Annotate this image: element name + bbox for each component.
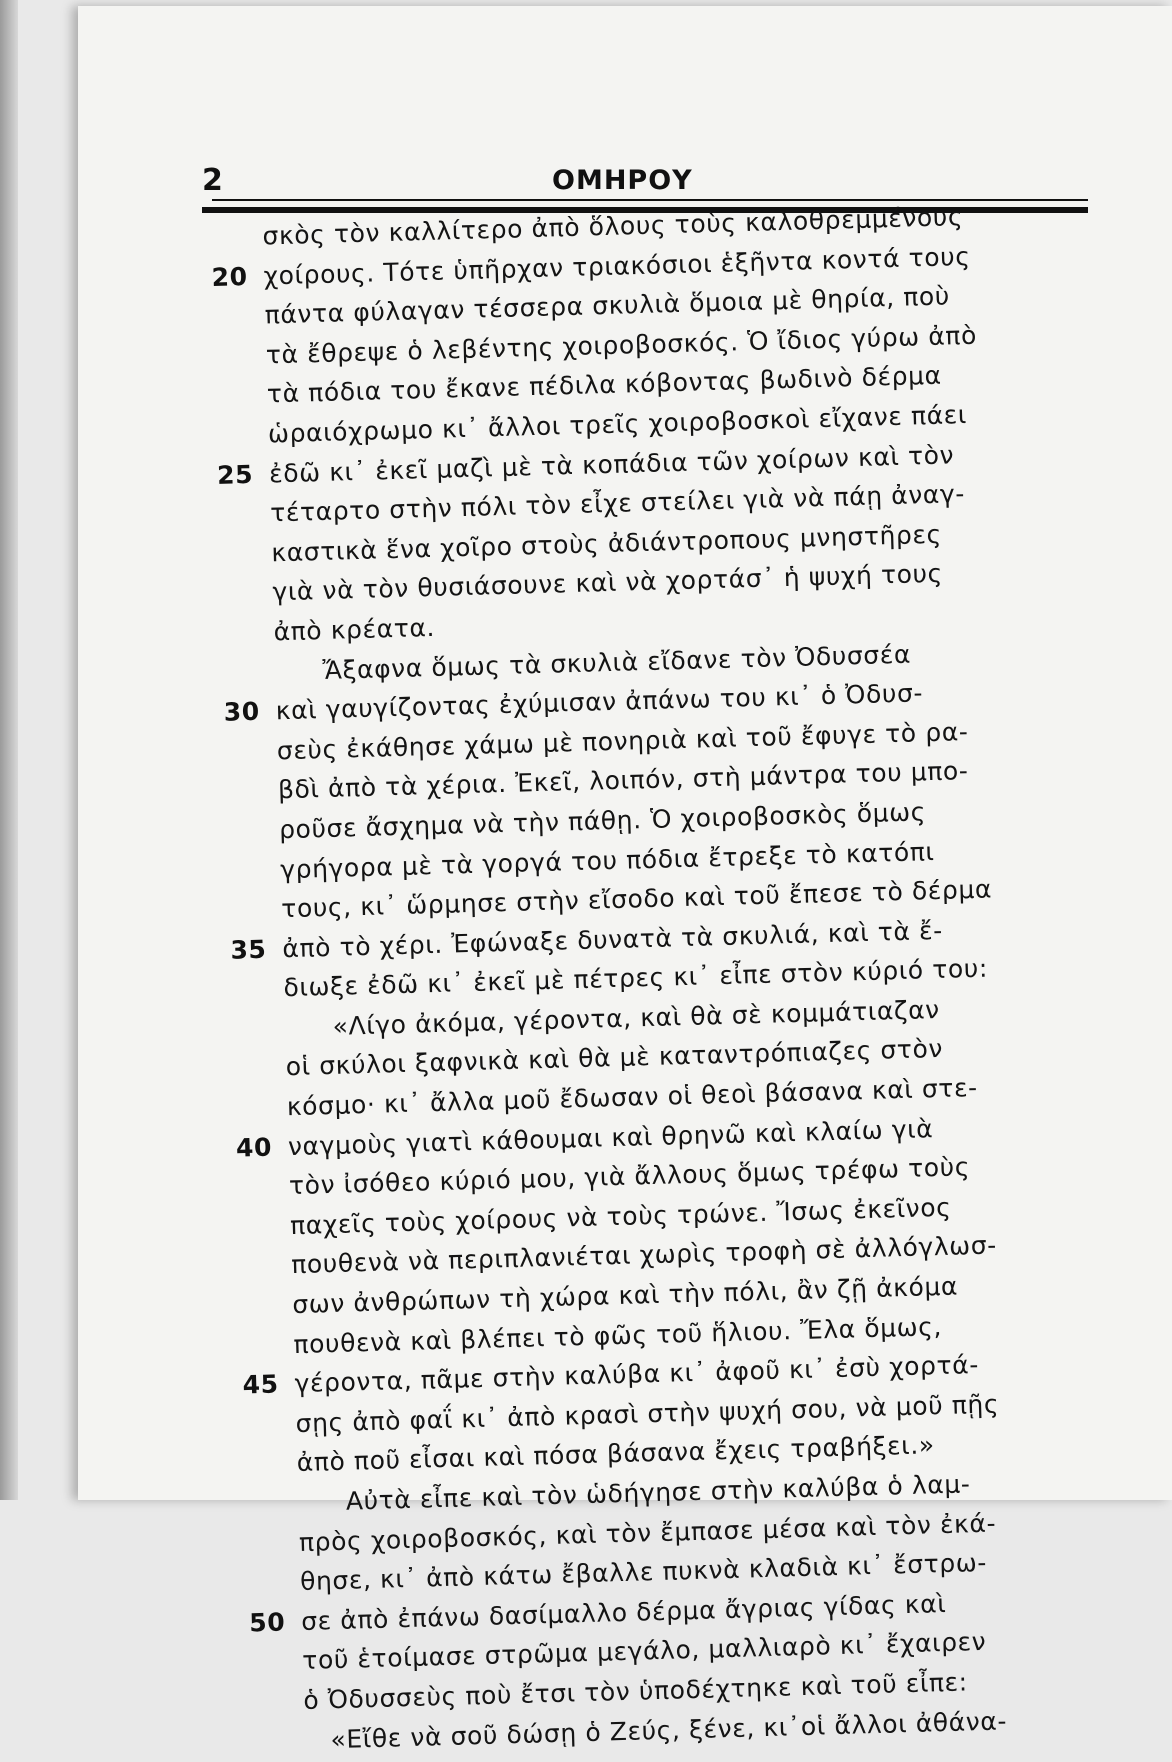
line-text: τέταρτο στὴν πόλι τὸν εἶχε στείλει γιὰ νὰ πάῃ ἀναγ-	[269, 479, 966, 528]
line-number: 30	[223, 696, 261, 727]
running-title: ΟΜΗΡΟΥ	[552, 165, 693, 196]
line-text: ὡραιόχρωμο κι᾿ ἄλλοι τρεῖς χοιροβοσκοὶ εἴχανε πάει	[267, 399, 968, 449]
line-number: 25	[216, 459, 254, 490]
line-text: τὰ πόδια του ἔκανε πέδιλα κόβοντας βωδινὸ δέρμα	[266, 361, 943, 409]
line-text: οἱ σκύλοι ξαφνικὰ καὶ θὰ μὲ καταντρόπιαζες στὸν	[285, 1034, 944, 1082]
line-text: ἀπὸ κρέατα.	[273, 612, 436, 647]
line-number: 20	[211, 261, 249, 292]
line-text: χοίρους. Τότε ὑπῆρχαν τριακόσιοι ἑξῆντα κοντά τους	[263, 241, 971, 291]
line-number: 40	[235, 1132, 273, 1163]
line-text: θησε, κι᾿ ἀπὸ κάτω ἔβαλλε πυκνὰ κλαδιὰ κι᾿ ἔστρω-	[299, 1548, 988, 1597]
line-text: γιὰ νὰ τὸν θυσιάσουνε καὶ νὰ χορτάσ᾿ ἡ ψυχή τους	[272, 559, 944, 607]
line-text: ὁ Ὀδυσσεὺς ποὺ ἔτσι τὸν ὑποδέχτηκε καὶ τοῦ εἶπε:	[303, 1667, 969, 1715]
line-text: ροῦσε ἄσχημα νὰ τὴν πάθῃ. Ὁ χοιροβοσκὸς ὅμως	[278, 797, 927, 845]
line-text: ἀπὸ τὸ χέρι. Ἐφώναξε δυνατὰ τὰ σκυλιά, καὶ τὰ ἔ-	[282, 915, 944, 963]
line-text: σκὸς τὸν καλλίτερο ἀπὸ ὅλους τοὺς καλοθρεμμένους	[262, 201, 964, 251]
line-number: 45	[242, 1369, 279, 1400]
line-number: 50	[248, 1607, 286, 1638]
line-text: τους, κι᾿ ὥρμησε στὴν εἴσοδο καὶ τοῦ ἔπεσε τὸ δέρμα	[280, 874, 993, 924]
line-text: καστικὰ ἕνα χοῖρο στοὺς ἀδιάντροπους μνηστῆρες	[270, 519, 943, 568]
line-text: καὶ γαυγίζοντας ἐχύμισαν ἀπάνω του κι᾿ ὁ Ὀδυσ-	[275, 678, 924, 726]
line-text: γέροντα, πᾶμε στὴν καλύβα κι᾿ ἀφοῦ κι᾿ ἐσὺ χορτά-	[294, 1350, 980, 1399]
line-text: σῃς ἀπὸ φαΐ κι᾿ ἀπὸ κρασὶ στὴν ψυχή σου, νὰ μοῦ πῇς	[295, 1389, 1000, 1438]
line-text: πουθενὰ καὶ βλέπει τὸ φῶς τοῦ ἥλιου. Ἔλα ὅμως,	[293, 1311, 943, 1359]
line-text: ἐδῶ κι᾿ ἐκεῖ μαζὶ μὲ τὰ κοπάδια τῶν χοίρων καὶ τὸν	[268, 439, 955, 489]
page-number: 2	[202, 163, 223, 198]
line-text: τὰ ἔθρεψε ὁ λεβέντης χοιροβοσκός. Ὁ ἴδιος γύρω ἀπὸ	[265, 320, 978, 370]
line-text: κόσμο· κι᾿ ἄλλα μοῦ ἔδωσαν οἱ θεοὶ βάσανα καὶ στε-	[286, 1072, 979, 1122]
line-text: σε ἀπὸ ἐπάνω δασίμαλλο δέρμα ἄγριας γίδας καὶ	[300, 1588, 947, 1636]
line-text: διωξε ἐδῶ κι᾿ ἐκεῖ μὲ πέτρες κι᾿ εἶπε στὸν κύριό του:	[283, 953, 989, 1003]
line-text: γρήγορα μὲ τὰ γοργά του πόδια ἔτρεξε τὸ κατόπι	[279, 836, 935, 884]
line-text: πουθενὰ νὰ περιπλανιέται χωρὶς τροφὴ σὲ ἀλλόγλωσ-	[290, 1230, 998, 1280]
line-text: ναγμοὺς γιατὶ κάθουμαι καὶ θρηνῶ καὶ κλαίω γιὰ	[287, 1113, 934, 1161]
line-text: Αὐτὰ εἶπε καὶ τὸν ὡδήγησε στὴν καλύβα ὁ λαμ-	[345, 1469, 971, 1516]
line-text: «Λίγο ἀκόμα, γέροντα, καὶ θὰ σὲ κομμάτιαζαν	[332, 994, 941, 1041]
line-text: Ἄξαφνα ὅμως τὰ σκυλιὰ εἴδανε τὸν Ὀδυσσέα	[322, 639, 912, 685]
line-text: ἀπὸ ποῦ εἶσαι καὶ πόσα βάσανα ἔχεις τραβήξει.»	[296, 1430, 936, 1478]
line-text: βδὶ ἀπὸ τὰ χέρια. Ἐκεῖ, λοιπόν, στὴ μάντρα του μπο-	[277, 756, 969, 805]
line-text: σεὺς ἐκάθησε χάμω μὲ πονηριὰ καὶ τοῦ ἔφυγε τὸ ρα-	[276, 716, 969, 766]
body-text	[210, 193, 1143, 1761]
line-text: «Εἴθε νὰ σοῦ δώσῃ ὁ Ζεύς, ξένε, κι᾿οἱ ἄλλοι ἀθάνα-	[330, 1705, 1008, 1754]
line-text: τὸν ἰσόθεο κύριό μου, γιὰ ἄλλους ὅμως τρέφω τοὺς	[288, 1152, 971, 1201]
line-text: σων ἀνθρώπων τὴ χώρα καὶ τὴν πόλι, ἂν ζῇ ἀκόμα	[291, 1271, 959, 1320]
line-number: 35	[230, 934, 267, 965]
line-text: πρὸς χοιροβοσκός, καὶ τὸν ἔμπασε μέσα καὶ τὸν ἐκά-	[298, 1508, 997, 1557]
line-text: πάντα φύλαγαν τέσσερα σκυλιὰ ὅμοια μὲ θηρία, ποὺ	[264, 281, 951, 330]
book-edge	[0, 0, 18, 1500]
line-text: τοῦ ἑτοίμασε στρῶμα μεγάλο, μαλλιαρὸ κι᾿ ἔχαιρεν	[301, 1627, 987, 1676]
line-text: παχεῖς τοὺς χοίρους νὰ τοὺς τρώνε. Ἴσως ἐκεῖνος	[289, 1192, 952, 1240]
